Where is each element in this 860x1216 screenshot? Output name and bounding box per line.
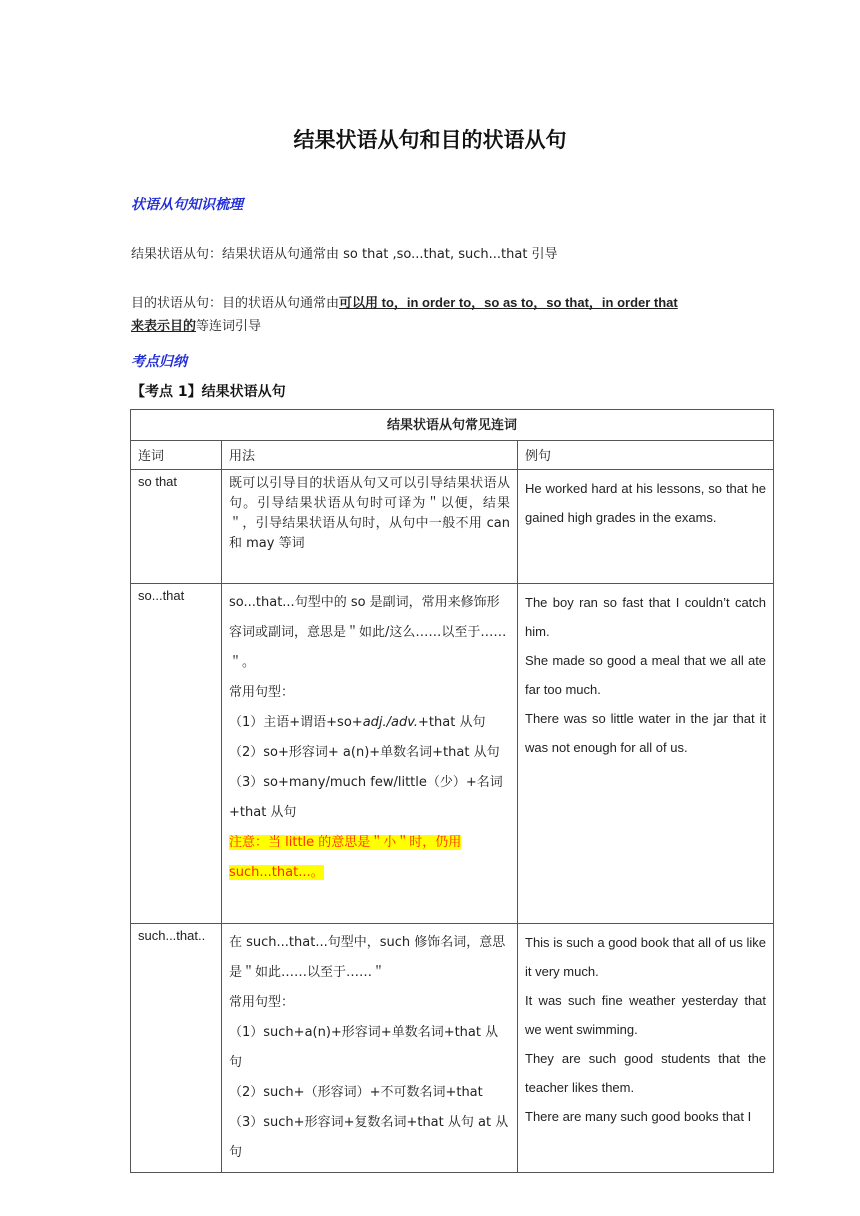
usage-label: 常用句型： [229,995,295,1010]
result-clause-intro: 结果状语从句：结果状语从句通常由 so that ,so...that, such...that 引导 [131,247,558,262]
section-heading-knowledge: 状语从句知识梳理 [131,197,243,213]
section-heading-points: 考点归纳 [131,354,187,370]
point-1-heading: 【考点 1】结果状语从句 [131,384,286,400]
purpose-underlined-2: 来表示目的 [131,318,197,333]
example-sentence: They are such good students that the teacher likes them. [525,1051,767,1095]
page-title: 结果状语从句和目的状语从句 [293,128,567,152]
row-examples-so-that [518,470,774,584]
example-sentence: The boy ran so fast that I couldn’t catch him. [525,595,767,639]
usage-note: 注意：当 little 的意思是＂小＂时，仍用 such...that...。 [229,835,462,880]
row-word-so-that: so that [131,470,222,584]
table-row [131,470,774,584]
header-examples: 例句 [518,441,774,470]
conjunction-table [130,409,774,1173]
purpose-underlined-1: 可以用 to，in order to，so as to，so that，in order that [339,295,678,310]
usage-intro: 在 such...that...句型中，such 修饰名词，意思是＂如此……以至于……＂ [229,935,506,980]
example-sentence: She made so good a meal that we all ate far too much. [525,653,767,697]
table-caption-row [131,410,774,441]
row-usage-so-that-2 [222,584,518,924]
example-sentence: There are many such good books that I [525,1109,752,1124]
usage-pattern-3: （3）such+形容词+复数名词+that 从句 at 从句 [229,1115,509,1160]
example-sentence: He worked hard at his lessons, so that he gained high grades in the exams. [525,481,767,525]
table-caption: 结果状语从句常见连词 [131,410,774,441]
usage-pattern-2: （2）so+形容词+ a(n)+单数名词+that 从句 [229,745,500,760]
header-conjunction: 连词 [131,441,222,470]
usage-intro: so...that...句型中的 so 是副词，常用来修饰形容词或副词，意思是＂如此/这么……以至于……＂。 [229,595,507,670]
purpose-prefix: 目的状语从句：目的状语从句通常由 [131,296,340,311]
usage-label: 常用句型： [229,685,295,700]
row-usage-such-that [222,924,518,1173]
usage-pattern-3: （3）so+many/much few/little（少）+名词+that 从句 [229,775,503,820]
row-examples-so-that-2 [518,584,774,924]
purpose-suffix: 等连词引导 [196,319,262,334]
row-examples-such-that [518,924,774,1173]
row-word-such-that: such...that.. [131,924,222,1173]
usage-pattern-1: （1）such+a(n)+形容词+单数名词+that 从句 [229,1025,499,1070]
usage-pattern-2: （2）such+（形容词）+不可数名词+that [229,1085,483,1100]
row-word-so-that-2: so...that [131,584,222,924]
example-sentence: There was so little water in the jar that it was not enough for all of us. [525,711,767,755]
purpose-clause-intro [131,292,751,338]
header-usage: 用法 [222,441,518,470]
table-header-row [131,441,774,470]
example-sentence: This is such a good book that all of us like it very much. [525,935,767,979]
usage-text: 既可以引导目的状语从句又可以引导结果状语从句。引导结果状语从句时可译为＂以便，结果＂，引导结果状语从句时，从句中一般不用 can 和 may 等词 [229,476,510,551]
usage-pattern-1: （1）主语+谓语+so+adj./adv.+that 从句 [229,715,486,730]
table-row [131,924,774,1173]
row-usage-so-that [222,470,518,584]
table-row [131,584,774,924]
example-sentence: It was such fine weather yesterday that we went swimming. [525,993,767,1037]
